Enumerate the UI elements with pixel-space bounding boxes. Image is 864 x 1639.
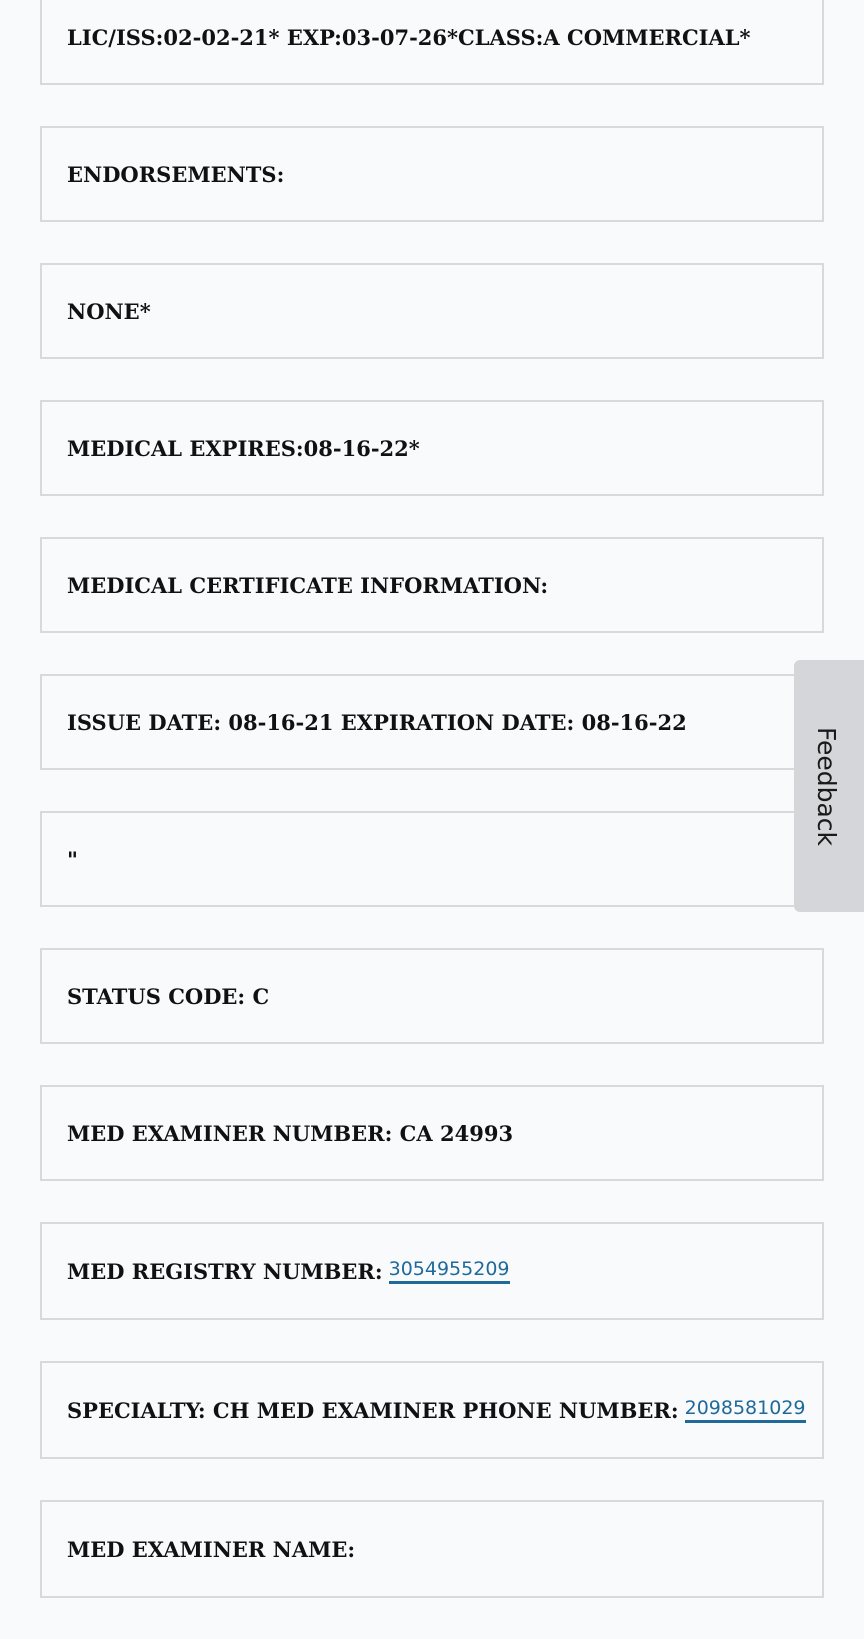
record-row-status-code xyxy=(40,948,824,1044)
record-text: NONE* xyxy=(67,298,151,324)
record-text: LIC/ISS:02-02-21* EXP:03-07-26*CLASS:A COMMERCIAL* xyxy=(67,24,751,50)
record-text: " xyxy=(67,846,78,872)
record-text: MED EXAMINER NAME: xyxy=(67,1536,356,1562)
record-row-specialty-phone xyxy=(40,1361,824,1459)
record-text: MEDICAL EXPIRES:08-16-22* xyxy=(67,435,420,461)
record-row-quote xyxy=(40,811,824,907)
record-text: MEDICAL CERTIFICATE INFORMATION: xyxy=(67,572,549,598)
record-text: MED REGISTRY NUMBER: xyxy=(67,1258,383,1284)
record-row-endorsements xyxy=(40,126,824,222)
record-row-issue-expiration xyxy=(40,674,824,770)
record-text: ENDORSEMENTS: xyxy=(67,161,285,187)
record-row-medical-expires xyxy=(40,400,824,496)
record-row-medical-certificate xyxy=(40,537,824,633)
record-row-examiner-name xyxy=(40,1500,824,1598)
record-row-examiner-number xyxy=(40,1085,824,1181)
record-row-endorsements-value xyxy=(40,263,824,359)
record-text: SPECIALTY: CH MED EXAMINER PHONE NUMBER: xyxy=(67,1397,679,1423)
record-list xyxy=(40,0,824,1639)
record-row-license xyxy=(40,0,824,85)
feedback-tab[interactable] xyxy=(794,660,864,912)
feedback-label: Feedback xyxy=(812,726,842,846)
record-row-registry-number xyxy=(40,1222,824,1320)
record-text: ISSUE DATE: 08-16-21 EXPIRATION DATE: 08-16-22 xyxy=(67,709,687,735)
registry-number-link[interactable]: 3054955209 xyxy=(389,1258,510,1284)
record-text: STATUS CODE: C xyxy=(67,983,270,1009)
examiner-phone-link[interactable]: 2098581029 xyxy=(685,1397,806,1423)
record-text: MED EXAMINER NUMBER: CA 24993 xyxy=(67,1120,514,1146)
